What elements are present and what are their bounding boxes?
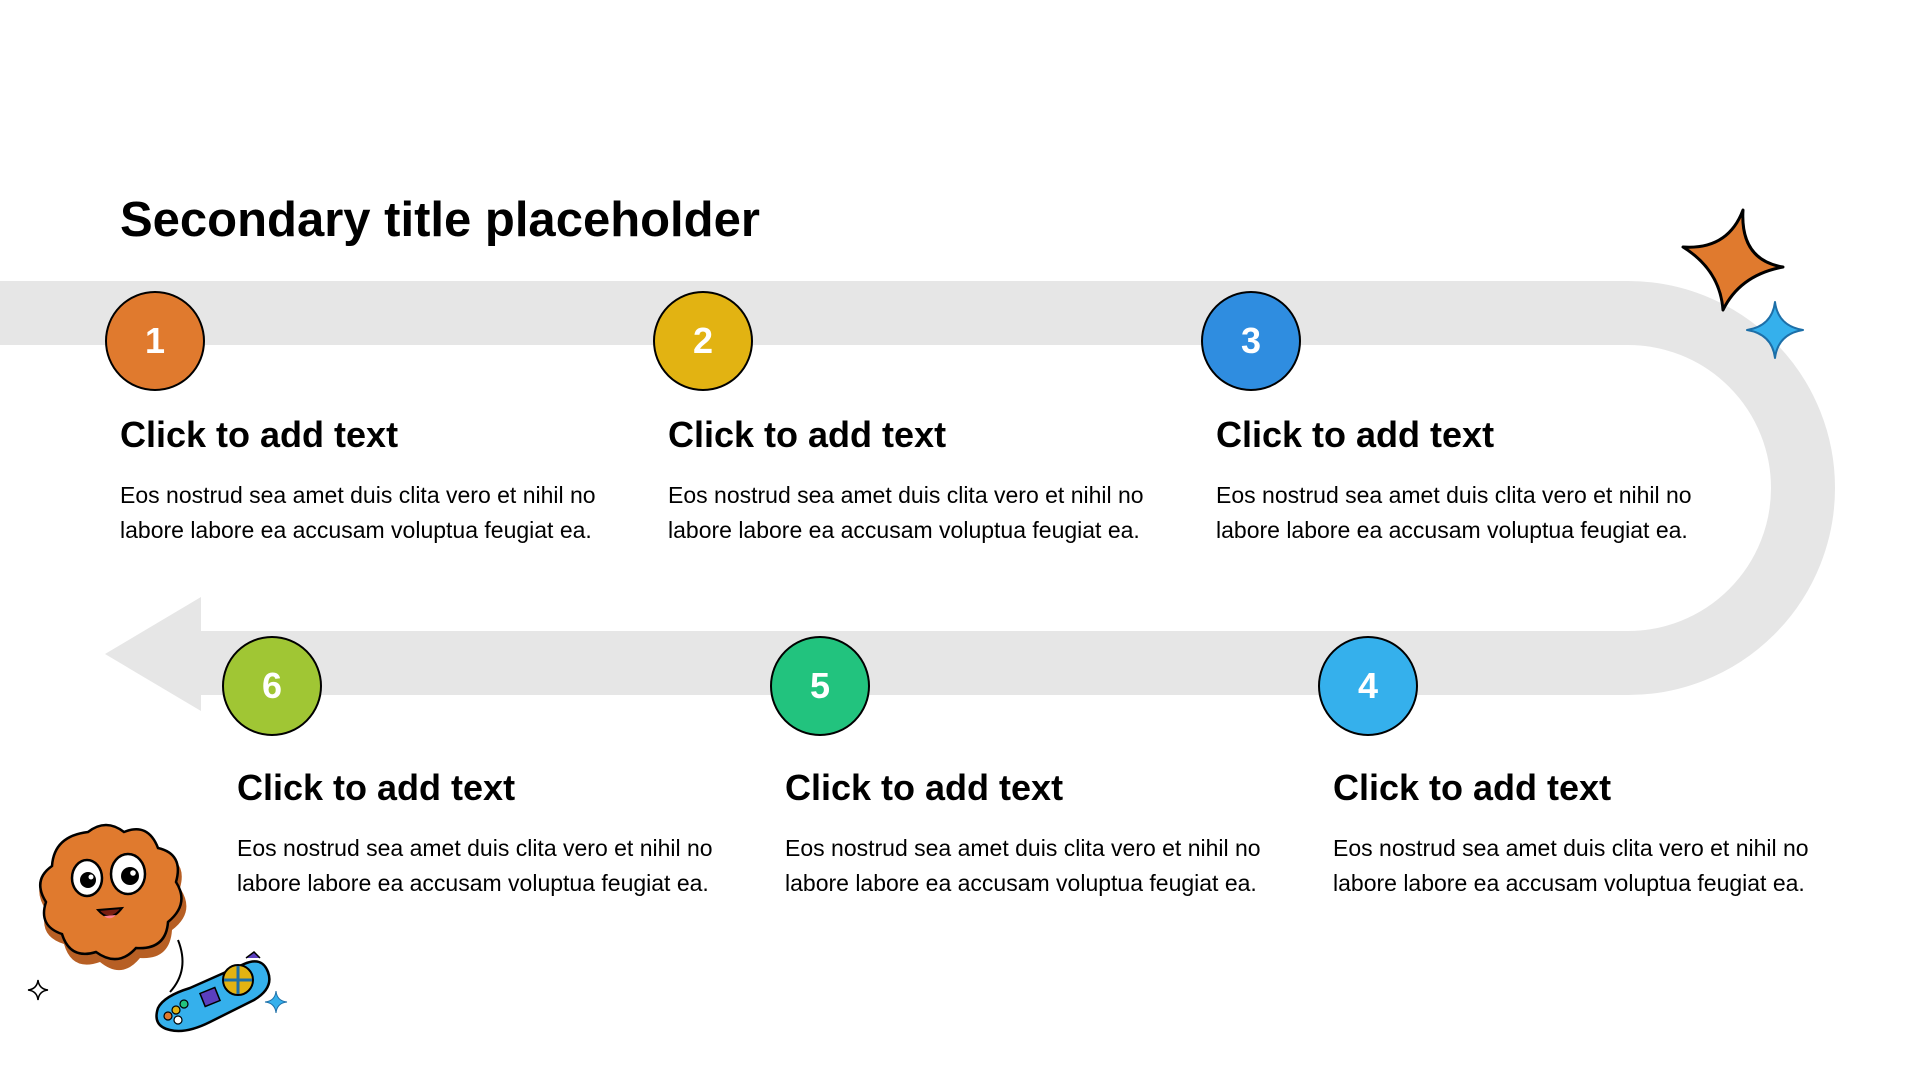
- sparkle-orange-icon: [1678, 205, 1788, 315]
- step-1-body[interactable]: Eos nostrud sea amet duis clita vero et nihil no labore labore ea accusam voluptua feugiat ea.: [120, 482, 596, 543]
- game-controller-icon: [150, 930, 280, 1040]
- step-5-heading[interactable]: Click to add text: [785, 767, 1064, 808]
- step-1-number: 1: [144, 320, 166, 361]
- step-1-badge: [105, 291, 205, 391]
- step-5-number: 5: [809, 665, 831, 706]
- sparkle-small-blue-icon: [264, 990, 288, 1014]
- step-3-badge: [1201, 291, 1301, 391]
- step-2-badge: [653, 291, 753, 391]
- sparkle-blue-icon: [1745, 300, 1805, 360]
- step-5-badge: [770, 636, 870, 736]
- sparkle-outline-icon: [26, 978, 50, 1002]
- step-2-body[interactable]: Eos nostrud sea amet duis clita vero et nihil no labore labore ea accusam voluptua feugiat ea.: [668, 482, 1144, 543]
- step-4-body[interactable]: Eos nostrud sea amet duis clita vero et nihil no labore labore ea accusam voluptua feugiat ea.: [1333, 835, 1809, 896]
- page-title: Secondary title placeholder: [120, 193, 760, 247]
- step-6-body[interactable]: Eos nostrud sea amet duis clita vero et nihil no labore labore ea accusam voluptua feugiat ea.: [237, 835, 713, 896]
- path-arrowhead: [105, 597, 201, 711]
- step-5-body[interactable]: Eos nostrud sea amet duis clita vero et nihil no labore labore ea accusam voluptua feugiat ea.: [785, 835, 1261, 896]
- step-6-badge: [222, 636, 322, 736]
- step-2-heading[interactable]: Click to add text: [668, 414, 947, 455]
- step-1-heading[interactable]: Click to add text: [120, 414, 399, 455]
- step-4-heading[interactable]: Click to add text: [1333, 767, 1612, 808]
- step-6-number: 6: [261, 665, 283, 706]
- step-6-heading[interactable]: Click to add text: [237, 767, 516, 808]
- step-4-badge: [1318, 636, 1418, 736]
- step-3-body[interactable]: Eos nostrud sea amet duis clita vero et nihil no labore labore ea accusam voluptua feugiat ea.: [1216, 482, 1692, 543]
- step-2-number: 2: [692, 320, 714, 361]
- step-4-number: 4: [1357, 665, 1379, 706]
- step-3-heading[interactable]: Click to add text: [1216, 414, 1495, 455]
- step-3-number: 3: [1240, 320, 1262, 361]
